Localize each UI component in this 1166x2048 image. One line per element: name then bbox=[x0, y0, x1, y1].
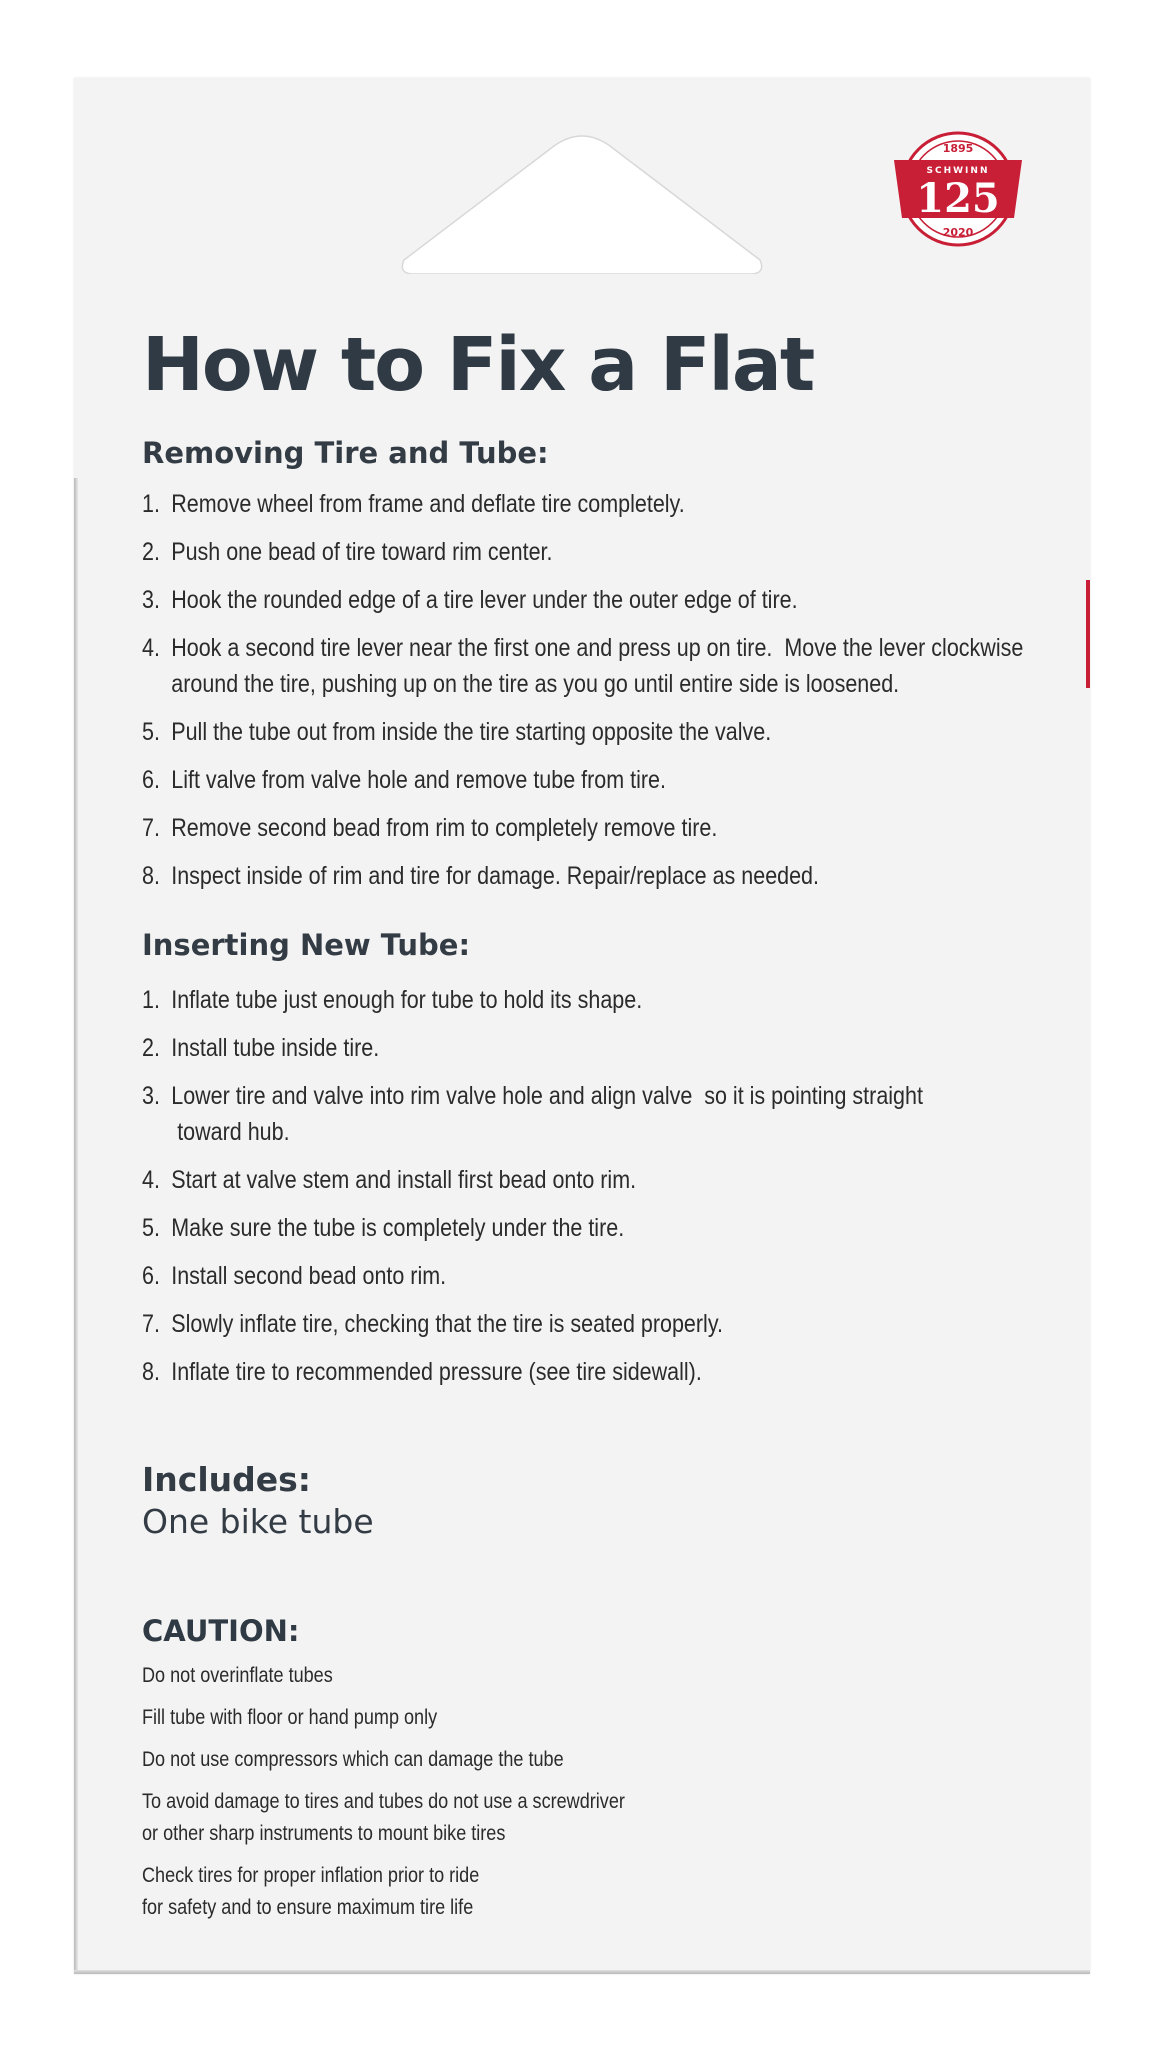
inserting-step bbox=[142, 1030, 1066, 1066]
inserting-steps-list bbox=[142, 982, 1042, 1402]
hang-hole bbox=[398, 132, 766, 274]
step-number: 3. bbox=[142, 1082, 160, 1110]
inserting-step bbox=[142, 1210, 1066, 1246]
step-text: Inflate tube just enough for tube to hold its shape. bbox=[171, 986, 643, 1014]
step-text: Inspect inside of rim and tire for damage. Repair/replace as needed. bbox=[171, 862, 819, 890]
inserting-step bbox=[142, 1306, 1066, 1342]
step-text: around the tire, pushing up on the tire as you go until entire side is loosened. bbox=[171, 670, 900, 698]
caution-line: Do not use compressors which can damage the tube bbox=[142, 1748, 564, 1771]
step-text: Start at valve stem and install first bead onto rim. bbox=[171, 1166, 637, 1194]
removing-heading: Removing Tire and Tube: bbox=[142, 436, 549, 470]
card-bottom-edge bbox=[74, 1970, 1090, 1974]
step-number: 4. bbox=[142, 1166, 160, 1194]
step-text: Lower tire and valve into rim valve hole and align valve so it is pointing straight bbox=[171, 1082, 923, 1110]
step-number: 7. bbox=[142, 814, 160, 842]
inserting-step bbox=[142, 1078, 1066, 1150]
removing-step bbox=[142, 534, 1066, 570]
schwinn-125-badge-icon bbox=[890, 130, 1026, 248]
card-left-edge bbox=[74, 478, 78, 1974]
caution-line: Fill tube with floor or hand pump only bbox=[142, 1706, 438, 1729]
step-number: 3. bbox=[142, 586, 160, 614]
step-number: 5. bbox=[142, 1214, 160, 1242]
includes-value: One bike tube bbox=[142, 1502, 374, 1541]
step-number: 7. bbox=[142, 1310, 160, 1338]
svg-text:2020: 2020 bbox=[942, 226, 974, 239]
step-text: Push one bead of tire toward rim center. bbox=[171, 538, 553, 566]
step-number: 5. bbox=[142, 718, 160, 746]
svg-text:SCHWINN: SCHWINN bbox=[926, 166, 990, 176]
caution-line: for safety and to ensure maximum tire life bbox=[142, 1896, 474, 1919]
caution-line: or other sharp instruments to mount bike tires bbox=[142, 1822, 506, 1845]
caution-heading: CAUTION: bbox=[142, 1614, 300, 1648]
includes-heading: Includes: bbox=[142, 1460, 311, 1499]
step-number: 4. bbox=[142, 634, 160, 662]
page-title: How to Fix a Flat bbox=[142, 322, 814, 408]
step-text: Install tube inside tire. bbox=[171, 1034, 380, 1062]
caution-line: To avoid damage to tires and tubes do not use a screwdriver bbox=[142, 1790, 625, 1813]
step-number: 1. bbox=[142, 986, 160, 1014]
removing-step bbox=[142, 486, 1066, 522]
step-text: Hook the rounded edge of a tire lever under the outer edge of tire. bbox=[171, 586, 798, 614]
step-text: Slowly inflate tire, checking that the tire is seated properly. bbox=[171, 1310, 723, 1338]
inserting-step bbox=[142, 1354, 1066, 1390]
removing-step bbox=[142, 858, 1066, 894]
step-text: Inflate tire to recommended pressure (see tire sidewall). bbox=[171, 1358, 702, 1386]
caution-line: Do not overinflate tubes bbox=[142, 1664, 333, 1687]
inserting-heading: Inserting New Tube: bbox=[142, 928, 471, 962]
step-number: 8. bbox=[142, 862, 160, 890]
red-accent-strip bbox=[1086, 580, 1090, 688]
step-number: 8. bbox=[142, 1358, 160, 1386]
inserting-step bbox=[142, 982, 1066, 1018]
caution-line: Check tires for proper inflation prior to ride bbox=[142, 1864, 480, 1887]
step-number: 2. bbox=[142, 538, 160, 566]
inserting-step bbox=[142, 1258, 1066, 1294]
step-number: 6. bbox=[142, 1262, 160, 1290]
step-text: Install second bead onto rim. bbox=[171, 1262, 447, 1290]
inserting-step bbox=[142, 1162, 1066, 1198]
step-number: 1. bbox=[142, 490, 160, 518]
svg-text:1895: 1895 bbox=[942, 142, 974, 155]
step-number: 2. bbox=[142, 1034, 160, 1062]
step-text: toward hub. bbox=[171, 1118, 290, 1146]
step-text: Remove wheel from frame and deflate tire completely. bbox=[171, 490, 685, 518]
removing-step bbox=[142, 630, 1066, 702]
step-text: Hook a second tire lever near the first one and press up on tire. Move the lever clockwise bbox=[171, 634, 1024, 662]
step-text: Lift valve from valve hole and remove tube from tire. bbox=[171, 766, 666, 794]
step-text: Pull the tube out from inside the tire starting opposite the valve. bbox=[171, 718, 772, 746]
removing-step bbox=[142, 810, 1066, 846]
removing-step bbox=[142, 762, 1066, 798]
removing-step bbox=[142, 582, 1066, 618]
step-text: Make sure the tube is completely under the tire. bbox=[171, 1214, 625, 1242]
svg-text:125: 125 bbox=[916, 175, 1000, 222]
step-number: 6. bbox=[142, 766, 160, 794]
removing-steps-list bbox=[142, 486, 1042, 906]
step-text: Remove second bead from rim to completely remove tire. bbox=[171, 814, 718, 842]
removing-step bbox=[142, 714, 1066, 750]
